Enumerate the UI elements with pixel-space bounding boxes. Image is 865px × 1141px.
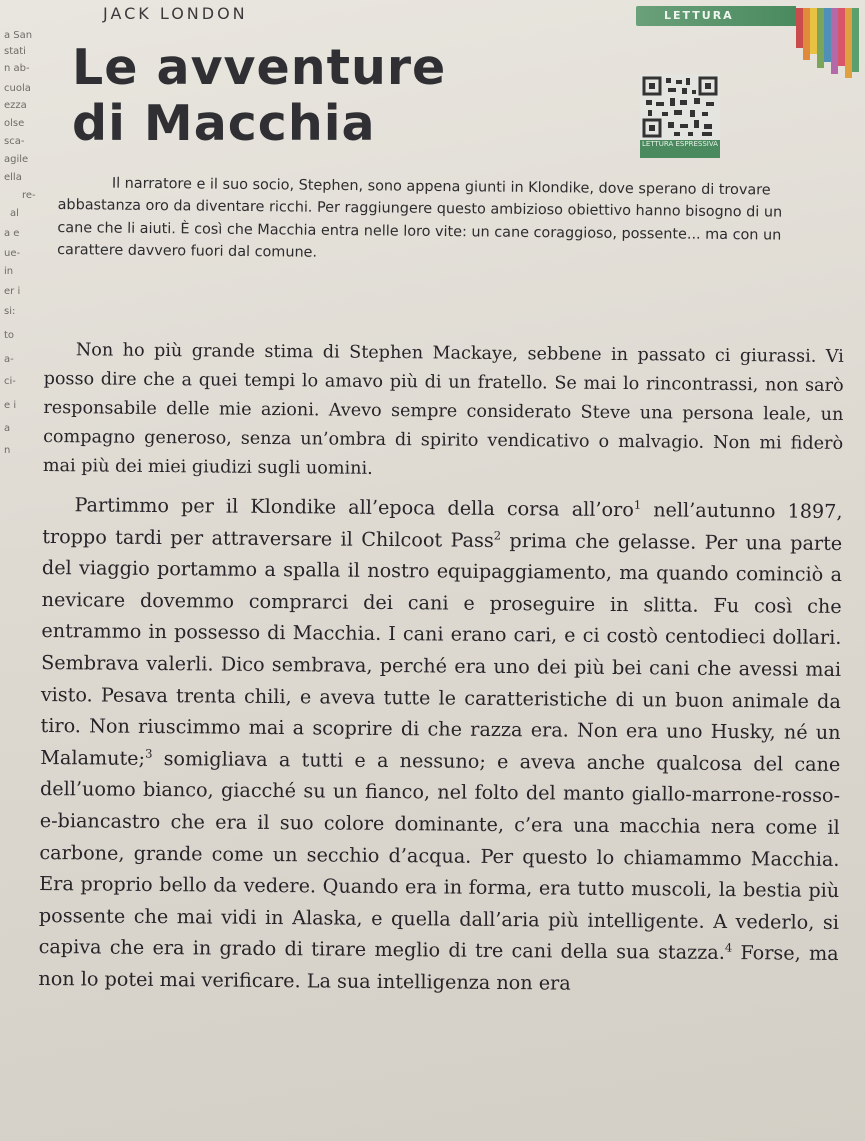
title-line-1: Le avventure: [72, 39, 447, 96]
paragraph-2-part-2: nell’autunno 1897, troppo tardi per attraversare il Chilcoot Pass: [42, 498, 843, 552]
margin-fragment: e i: [4, 400, 17, 411]
paragraph-1: Non ho più grande stima di Stephen Mackaye, sebbene in passato ci giurassi. Vi posso dire che a quei tempi lo amavo più di un fratello. Se mai lo rincontrassi, non sarò responsabile delle mie azioni. Avevo sempre considerato Steve una persona leale, un compagno generoso, senza un’ombra di spirito vendicativo o malvagio. Non mi fiderò mai più dei miei giudizi sugli uomini.: [42, 340, 844, 479]
footnote-marker: 4: [724, 940, 733, 955]
paragraph-2-part-4: somigliava a tutti e a nessuno; e aveva anche qualcosa del cane dell’uomo bianco, giacché su un fianco, nel folto del manto giallo-marrone-rosso-e-biancastro che era il suo colore dominante, c’era una macchia nera come il carbone, grande come un secchio d’acqua. Per questo lo chiamammo Macchia. Era proprio bello da vedere. Quando era in forma, era tutto muscoli, la bestia più possente che mai vidi in Alaska, e quella dall’aria più intelligente. A vederlo, si capiva che era in grado di tirare meglio di tre cani della sua stazza.: [38, 746, 841, 965]
footnote-marker: 3: [145, 746, 153, 761]
qr-label: LETTURA ESPRESSIVA: [640, 140, 720, 158]
intro-text: Il narratore e il suo socio, Stephen, sono appena giunti in Klondike, dove sperano di trovare abbastanza oro da diventare ricchi. Per raggiungere questo ambizioso obiettivo hanno bisogno di un cane che li aiuti. È così che Macchia entra nelle loro vite: un cane coraggioso, possente... ma con un carattere davvero fuori dal comune.: [57, 175, 783, 261]
author-name: JACK LONDON: [103, 4, 248, 23]
section-tab: LETTURA: [636, 6, 796, 26]
margin-fragment: a: [4, 423, 11, 434]
stripe: [831, 8, 838, 74]
qr-code-icon[interactable]: [640, 74, 720, 140]
paragraph-2-part-5: Forse, ma non lo potei mai verificare. La sua intelligenza non era: [38, 941, 839, 995]
stripe: [817, 8, 824, 68]
margin-fragment: cuola: [4, 83, 31, 94]
margin-fragment: a San: [4, 30, 33, 41]
paragraph-2: [38, 489, 842, 1001]
paragraph-2-part-3: prima che gelasse. Per una parte del viaggio portammo a spalla il nostro equipaggiamento, ma quando cominciò a nevicare dovemmo comprarci dei cani e proseguire in slitta. Fu così che entrammo in possesso di Macchia. I cani erano cari, e ci costò centodieci dollari. Sembrava valerli. Dico sembrava, perché era uno dei più bei cani che avessi mai visto. Pesava trenta chili, e aveva tutte le caratteristiche di un buon animale da tiro. Non riuscimmo mai a scoprire di che razza era. Non era uno Husky, né un Malamute;: [40, 528, 843, 770]
page-title: [72, 40, 446, 152]
margin-fragment: si:: [4, 306, 16, 317]
story-text: [38, 336, 844, 1001]
stripe: [838, 8, 845, 66]
margin-fragment: in: [4, 266, 14, 277]
footnote-marker: 2: [493, 528, 502, 543]
margin-fragment: al: [10, 208, 19, 219]
stripe: [796, 8, 803, 48]
margin-fragment: re-: [22, 190, 36, 201]
margin-fragment: ci-: [4, 376, 16, 387]
stripe: [803, 8, 810, 60]
margin-fragment: stati: [4, 46, 26, 57]
color-stripes: [796, 8, 865, 98]
margin-fragment: n: [4, 445, 11, 456]
margin-fragment: ella: [4, 172, 22, 183]
margin-fragment: sca-: [4, 136, 25, 147]
stripe: [852, 8, 859, 72]
stripe: [845, 8, 852, 78]
intro-box: [57, 172, 798, 269]
margin-fragment: a-: [4, 354, 14, 365]
margin-fragment: to: [4, 330, 15, 341]
margin-fragment: agile: [4, 154, 29, 165]
margin-fragment: a e: [4, 228, 20, 239]
margin-fragment: ezza: [4, 100, 27, 111]
footnote-marker: 1: [633, 497, 642, 512]
stripe: [824, 8, 831, 62]
margin-fragment: olse: [4, 118, 25, 129]
stripe: [810, 8, 817, 54]
paragraph-2-part-1: Partimmo per il Klondike all’epoca della corsa all’oro: [74, 493, 634, 522]
qr-code-graphic: [640, 74, 720, 140]
margin-fragment: ue-: [4, 248, 21, 259]
title-line-2: di Macchia: [72, 95, 376, 152]
margin-fragment: er i: [4, 286, 21, 297]
margin-fragment: n ab-: [4, 63, 30, 74]
